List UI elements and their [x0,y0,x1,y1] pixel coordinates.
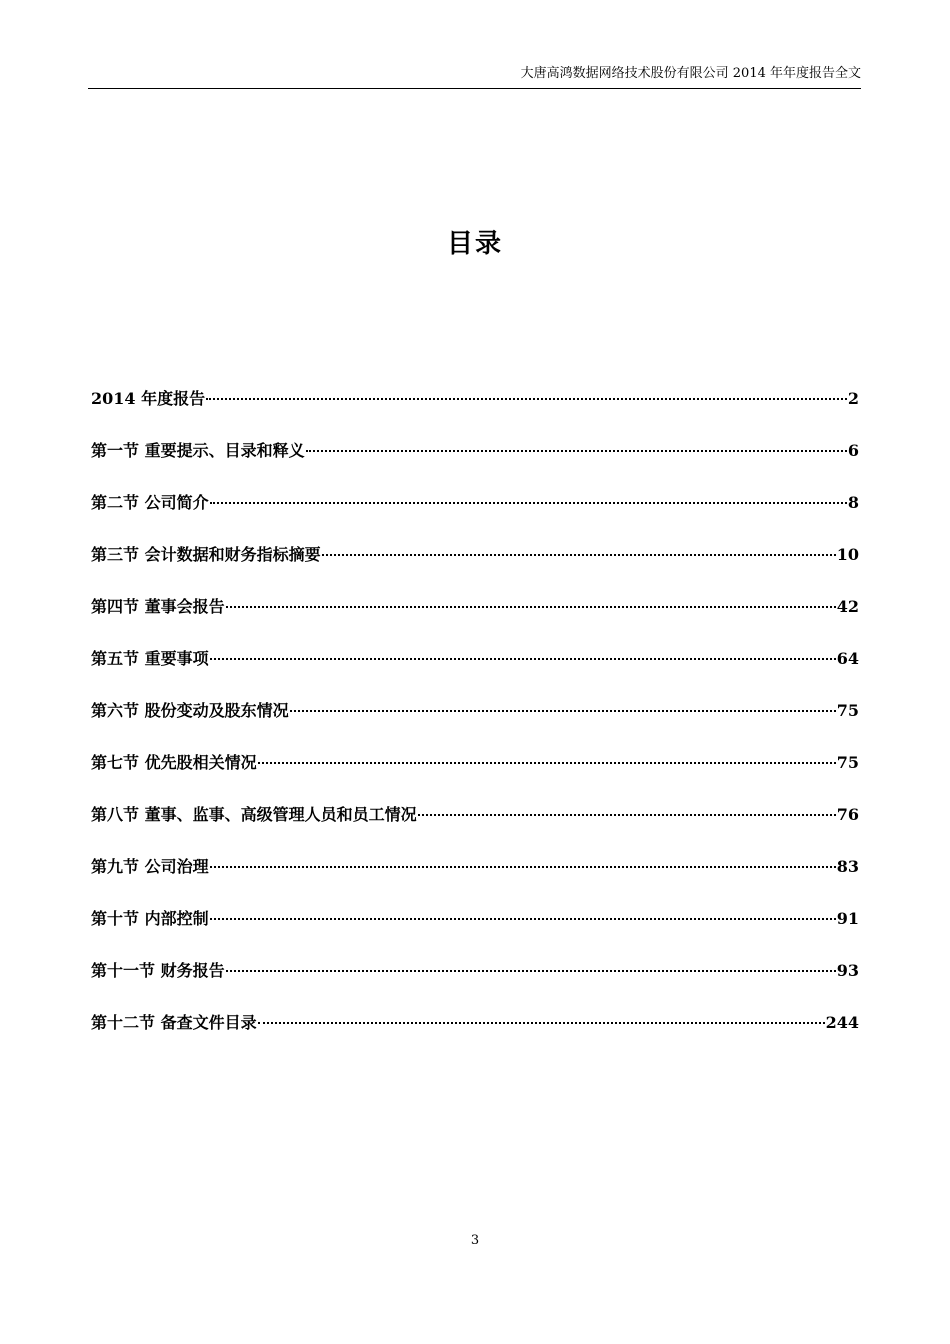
toc-entry-section-9[interactable] [91,854,859,906]
toc-entry-section-1[interactable] [91,438,859,490]
toc-entry-page: 76 [836,805,859,824]
toc-entry-page: 93 [836,961,859,980]
dot-leader [206,398,847,400]
dot-leader [322,554,836,556]
toc-entry-label: 第十二节 备查文件目录 [91,1013,257,1032]
toc-entry-page: 10 [836,545,859,564]
toc-entry-page: 244 [825,1013,859,1032]
dot-leader [258,1022,825,1024]
toc-entry-label: 第七节 优先股相关情况 [91,753,257,772]
toc-entry-section-2[interactable] [91,490,859,542]
dot-leader [210,502,847,504]
toc-entry-label: 第五节 重要事项 [91,649,209,668]
toc-entry-section-6[interactable] [91,698,859,750]
toc-entry-page: 6 [847,441,859,460]
toc-entry-section-5[interactable] [91,646,859,698]
toc-entry-page: 75 [836,701,859,720]
toc-entry-section-8[interactable] [91,802,859,854]
dot-leader [226,606,836,608]
toc-entry-page: 91 [836,909,859,928]
dot-leader [210,658,836,660]
toc-entry-page: 2 [847,389,859,408]
toc-entry-section-12[interactable] [91,1010,859,1062]
toc-entry-section-10[interactable] [91,906,859,958]
toc-entry-section-3[interactable] [91,542,859,594]
toc-entry-label: 第一节 重要提示、目录和释义 [91,441,305,460]
dot-leader [290,710,836,712]
page-number: 3 [470,1233,480,1248]
toc-entry-section-4[interactable] [91,594,859,646]
toc-entry-page: 42 [836,597,859,616]
toc-entry-label: 第十一节 财务报告 [91,961,225,980]
toc-entry-label: 第三节 会计数据和财务指标摘要 [91,545,321,564]
toc-entry-label: 第九节 公司治理 [91,857,209,876]
header-title: 大唐高鸿数据网络技术股份有限公司 2014 年年度报告全文 [520,66,861,81]
toc-entry-label: 第二节 公司简介 [91,493,209,512]
toc-title: 目录 [446,229,503,259]
toc-entry-page: 83 [836,857,859,876]
toc-entry-page: 8 [847,493,859,512]
table-of-contents [91,386,859,1062]
dot-leader [226,970,836,972]
toc-entry-label: 第六节 股份变动及股东情况 [91,701,289,720]
dot-leader [210,918,836,920]
toc-entry-label: 第八节 董事、监事、高级管理人员和员工情况 [91,805,417,824]
dot-leader [210,866,836,868]
dot-leader [418,814,836,816]
toc-entry-page: 64 [836,649,859,668]
toc-entry-page: 75 [836,753,859,772]
toc-entry-section-7[interactable] [91,750,859,802]
toc-entry-section-11[interactable] [91,958,859,1010]
page-header [88,66,861,89]
dot-leader [306,450,847,452]
toc-entry-label: 第十节 内部控制 [91,909,209,928]
dot-leader [258,762,836,764]
toc-entry-annual-report[interactable] [91,386,859,438]
toc-entry-label: 2014 年度报告 [91,389,206,408]
toc-entry-label: 第四节 董事会报告 [91,597,225,616]
